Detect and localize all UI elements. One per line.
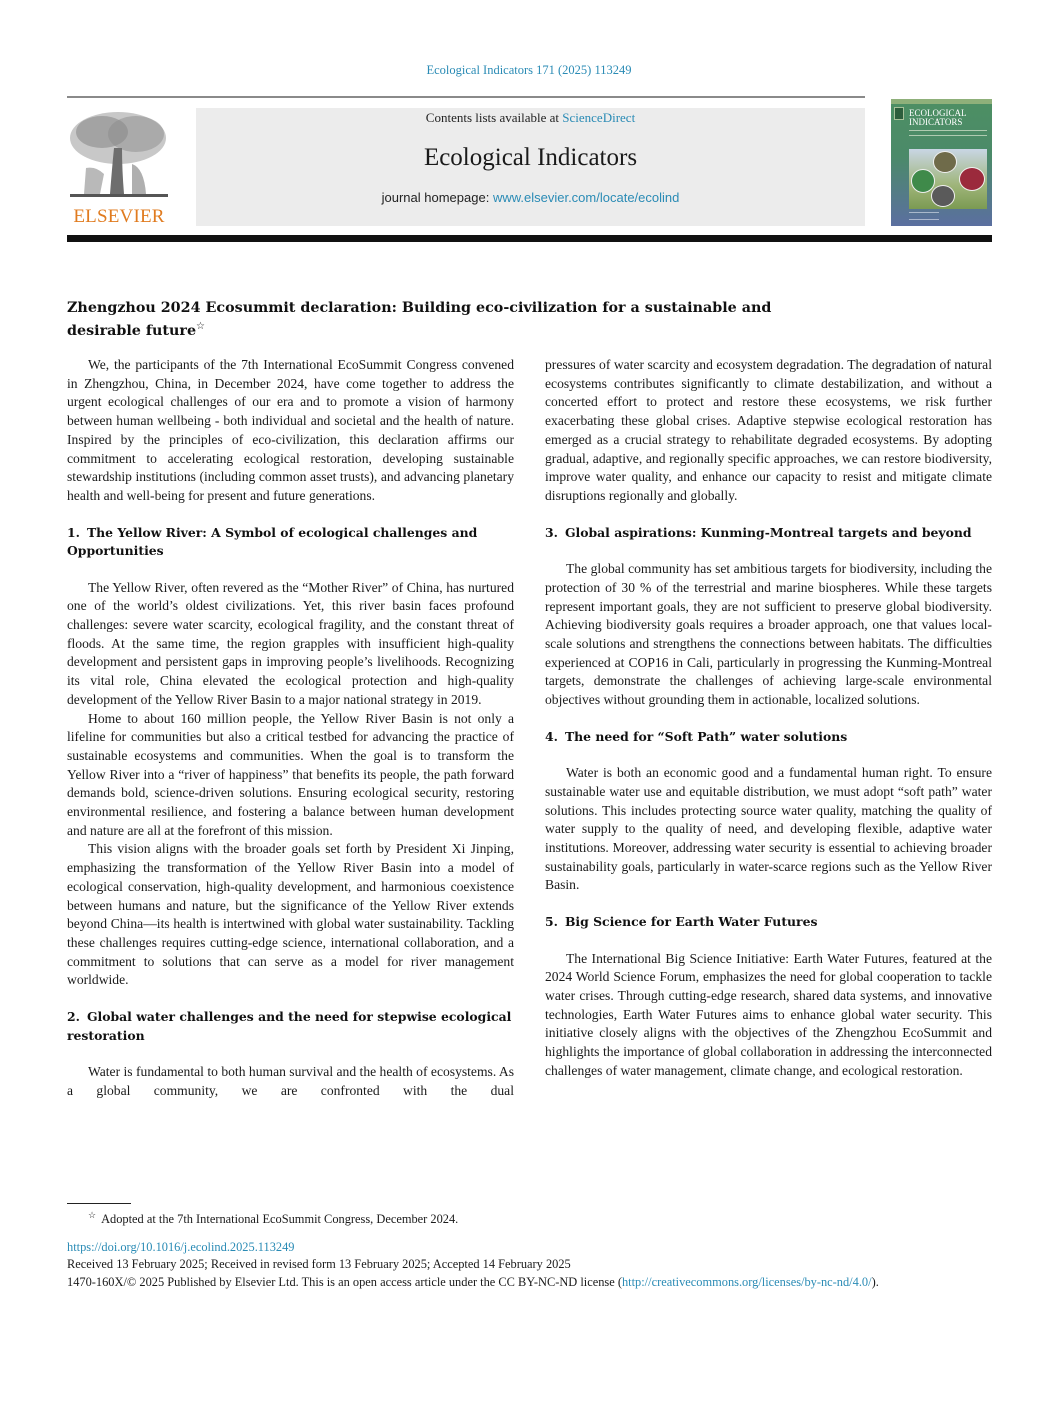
footnote-marker: ☆: [88, 1210, 97, 1220]
journal-masthead: [196, 108, 865, 226]
tree-icon: [66, 108, 172, 204]
elsevier-wordmark: ELSEVIER: [73, 206, 165, 227]
article-metadata: [67, 1239, 997, 1291]
cover-photo: [909, 149, 987, 209]
paragraph: Water is both an economic good and a fundamental human right. To ensure sustainable water use and equitable distribution, we must adopt “soft path” water solutions. This includes protecting source water quality, matching the quality of water supply to the quality of need, and developing flexible, adaptive water institutions. Moreover, addressing water security is essential to achieving broader sustainability goals, particularly in water-scarce regions such as the Yellow River Basin.: [545, 765, 992, 893]
journal-name: Ecological Indicators: [423, 144, 638, 171]
elsevier-logo[interactable]: [66, 108, 172, 228]
footnote: ☆ Adopted at the 7th International EcoSummit Congress, December 2024.: [88, 1210, 459, 1227]
section-heading-1: 1. The Yellow River: A Symbol of ecological challenges and Opportunities: [67, 524, 478, 559]
journal-cover-image[interactable]: [891, 99, 992, 226]
footnote-rule: [67, 1203, 131, 1204]
paragraph: The International Big Science Initiative: Earth Water Futures, featured at the 2024 World Science Forum, emphasizes the need for global cooperation to tackle water crises. Through cutting-edge research, shared data systems, and innovative technologies, Earth Water Futures aims to enhance global water security. This initiative closely aligns with the objectives of the Zhengzhou EcoSummit and highlights the importance of global collaboration in addressing the interconnected challenges of water management, climate change, and ecological restoration.: [545, 950, 992, 1078]
paragraph: This vision aligns with the broader goals set forth by President Xi Jinping, emphasizing the transformation of the Yellow River Basin into a model of ecological conservation, high-quality development, and harmonious coexistence between humans and nature, but the significance of the Yellow River extends beyond China—its health is intertwined with global water sustainability. Tackling these challenges requires cutting-edge science, international collaboration, and a commitment to solutions that can serve as a model for river management worldwide.: [67, 841, 514, 988]
article-history: Received 13 February 2025; Received in revised form 13 February 2025; Accepted 14 February 2025: [67, 1257, 571, 1272]
elsevier-badge-icon: [894, 107, 904, 120]
paragraph-continued: pressures of water scarcity and ecosystem degradation. The degradation of natural ecosystems contributes significantly to climate destabilization, and without a concerted effort to protect and restore these ecosystems, we risk further exacerbating these global crises. Adaptive stepwise ecological restoration has emerged as a crucial strategy to rehabilitate degraded ecosystems. By adopting gradual, adaptive, and regionally specific approaches, we can restore biodiversity, improve water quality, and enhance our capacity to resist and mitigate climate disruptions regionally and globally.: [545, 357, 992, 503]
license-line: 1470-160X/© 2025 Published by Elsevier Ltd. This is an open access article under the CC BY-NC-ND license (http://creativecommons.org/licenses/by-nc-nd/4.0/).: [67, 1274, 879, 1289]
title-footnote-marker[interactable]: ☆: [196, 320, 206, 332]
right-column: [545, 356, 992, 1081]
paragraph: The global community has set ambitious targets for biodiversity, including the protection of 30 % of the terrestrial and marine biospheres. While these targets represent important goals, they are not sufficient to preserve global biodiversity. Achieving biodiversity goals requires a broader approach, one that values local-scale solutions and strengthens the connections between habitats. The difficulties experienced at COP16 in Cali, particularly in progressing the Kunming-Montreal targets, demonstrate the challenges of achieving large-scale environmental objectives without grounding them in actionable, localized solutions.: [545, 561, 992, 708]
left-column: [67, 356, 514, 1101]
article-title: Zhengzhou 2024 Ecosummit declaration: Building eco-civilization for a sustainable and desirable future☆: [67, 300, 772, 339]
citation-link[interactable]: Ecological Indicators 171 (2025) 113249: [426, 63, 632, 77]
paragraph: The Yellow River, often revered as the “Mother River” of China, has nurtured one of the world’s oldest civilizations. Yet, this river basin faces profound challenges: severe water scarcity, ecological fragility, and the constant threat of floods. At the same time, the region grapples with insufficient high-quality development and persistent gaps in improving people’s livelihoods. Recognizing its vital role, China elevated the ecological protection and high-quality development of the Yellow River Basin to a major national strategy in 2019.: [67, 579, 514, 707]
section-heading-2: 2. Global water challenges and the need for stepwise ecological restoration: [67, 1009, 512, 1043]
header-rule: [67, 96, 865, 98]
section-heading-3: 3. Global aspirations: Kunming-Montreal targets and beyond: [545, 524, 972, 540]
journal-homepage-link[interactable]: www.elsevier.com/locate/ecolind: [492, 190, 680, 205]
section-heading-4: 4. The need for “Soft Path” water solutions: [545, 728, 848, 744]
masthead-rule: [67, 235, 992, 242]
intro-paragraph: We, the participants of the 7th International EcoSummit Congress convened in Zhengzhou, China, in December 2024, have come together to address the urgent ecological challenges of our era and to promote a vision of harmony between human wellbeing - both individual and societal and the health of nature. Inspired by the principles of eco-civilization, this declaration affirms our commitment to accelerating ecological restoration, developing sustainable stewardship institutions (including common asset trusts), and advancing planetary health and well-being for present and future generations.: [67, 357, 514, 503]
license-link[interactable]: http://creativecommons.org/licenses/by-nc-nd/4.0/: [621, 1274, 872, 1289]
paragraph: Water is fundamental to both human survival and the health of ecosystems. As a global community, we are confronted with the dual: [67, 1064, 514, 1098]
contents-line: Contents lists available at ScienceDirect: [425, 110, 636, 125]
paragraph: Home to about 160 million people, the Yellow River Basin is not only a lifeline for communities but also a critical testbed for advancing the practice of sustainable ecosystems and communities. When the goal is to transform the Yellow River into a “river of happiness” that benefits its people, the path forward demands bold, science-driven solutions. Ensuring ecological security, restoring environmental resilience, and fostering a balance between human development and nature are all at the forefront of this mission.: [67, 710, 514, 838]
cover-title: ECOLOGICAL INDICATORS: [909, 108, 967, 127]
doi-link[interactable]: https://doi.org/10.1016/j.ecolind.2025.113249: [67, 1240, 295, 1254]
homepage-line: journal homepage: www.elsevier.com/locate/ecolind: [381, 190, 680, 205]
sciencedirect-link[interactable]: ScienceDirect: [562, 110, 636, 125]
running-head[interactable]: [0, 63, 1058, 78]
section-heading-5: 5. Big Science for Earth Water Futures: [545, 914, 818, 930]
